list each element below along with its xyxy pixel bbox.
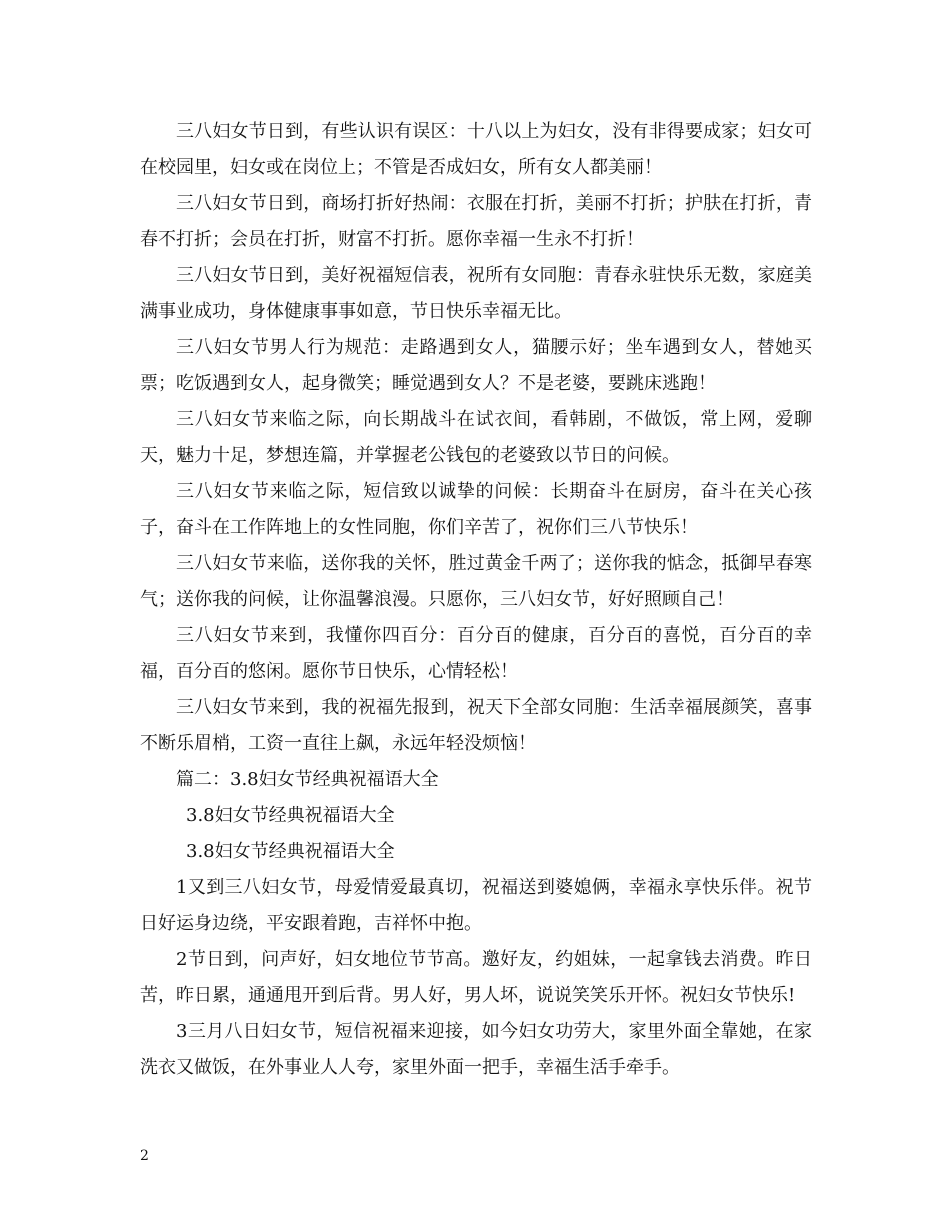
paragraph: 三八妇女节日到，商场打折好热闹：衣服在打折，美丽不打折；护肤在打折，青春不打折；会员在打折，财富不打折。愿你幸福一生永不打折！ bbox=[140, 193, 812, 250]
subheading: 3.8妇女节经典祝福语大全 bbox=[186, 805, 395, 826]
paragraph: 三八妇女节男人行为规范：走路遇到女人，猫腰示好；坐车遇到女人，替她买票；吃饭遇到女人，起身微笑；睡觉遇到女人？不是老婆，要跳床逃跑！ bbox=[140, 337, 812, 394]
subheading: 3.8妇女节经典祝福语大全 bbox=[186, 841, 395, 862]
section-heading: 篇二：3.8妇女节经典祝福语大全 bbox=[176, 769, 439, 790]
numbered-paragraph: 3三月八日妇女节，短信祝福来迎接，如今妇女功劳大，家里外面全靠她，在家洗衣又做饭，在外事业人人夸，家里外面一把手，幸福生活手牵手。 bbox=[140, 1021, 812, 1078]
paragraph: 三八妇女节来临，送你我的关怀，胜过黄金千两了；送你我的惦念，抵御早春寒气；送你我的问候，让你温馨浪漫。只愿你，三八妇女节，好好照顾自己！ bbox=[140, 553, 812, 610]
paragraph: 三八妇女节日到，美好祝福短信表，祝所有女同胞：青春永驻快乐无数，家庭美满事业成功，身体健康事事如意，节日快乐幸福无比。 bbox=[140, 265, 812, 322]
page-number: 2 bbox=[140, 1148, 149, 1164]
paragraph: 三八妇女节来临之际，短信致以诚挚的问候：长期奋斗在厨房，奋斗在关心孩子，奋斗在工作阵地上的女性同胞，你们辛苦了，祝你们三八节快乐！ bbox=[140, 481, 812, 538]
paragraph: 三八妇女节来到，我懂你四百分：百分百的健康，百分百的喜悦，百分百的幸福，百分百的悠闲。愿你节日快乐，心情轻松！ bbox=[140, 625, 812, 682]
paragraph: 三八妇女节日到，有些认识有误区：十八以上为妇女，没有非得要成家；妇女可在校园里，妇女或在岗位上；不管是否成妇女，所有女人都美丽！ bbox=[140, 121, 812, 178]
paragraph: 三八妇女节来到，我的祝福先报到，祝天下全部女同胞：生活幸福展颜笑，喜事不断乐眉梢，工资一直往上飙，永远年轻没烦恼！ bbox=[140, 697, 812, 754]
paragraph: 三八妇女节来临之际，向长期战斗在试衣间，看韩剧，不做饭，常上网，爱聊天，魅力十足，梦想连篇，并掌握老公钱包的老婆致以节日的问候。 bbox=[140, 409, 812, 466]
numbered-paragraph: 1又到三八妇女节，母爱情爱最真切，祝福送到婆媳俩，幸福永享快乐伴。祝节日好运身边绕，平安跟着跑，吉祥怀中抱。 bbox=[140, 877, 812, 934]
document-body bbox=[140, 114, 812, 1086]
numbered-paragraph: 2节日到，问声好，妇女地位节节高。邀好友，约姐妹，一起拿钱去消费。昨日苦，昨日累，通通甩开到后背。男人好，男人坏，说说笑笑乐开怀。祝妇女节快乐! bbox=[140, 949, 812, 1006]
